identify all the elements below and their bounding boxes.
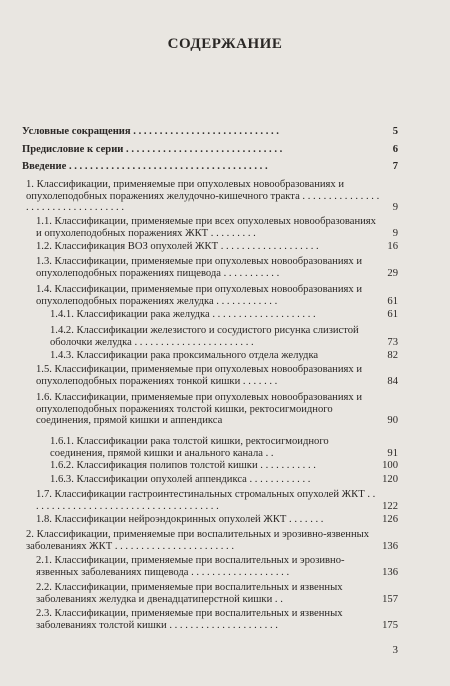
toc-entry [0, 179, 450, 214]
toc-entry [0, 241, 450, 253]
toc-entry-page: 16 [387, 241, 398, 252]
toc-entry [0, 309, 450, 321]
toc-entry-text: Введение . . . . . . . . . . . . . . . . . . . . . . . . . . . . . . . . . . . . . . [22, 161, 268, 172]
toc-entry-text: 2.3. Классификации, применяемые при воспалительных и язвенных заболеваниях толстой кишки . . . . . . . . . . . . . . . . . . . . . [36, 608, 343, 631]
toc-entry-text: 1.2. Классификация ВОЗ опухолей ЖКТ . . . . . . . . . . . . . . . . . . . [36, 241, 319, 252]
toc-entry [0, 284, 450, 307]
page-title: СОДЕРЖАНИЕ [167, 36, 283, 52]
page-number: 3 [392, 644, 398, 656]
toc-entry-text: 1.7. Классификации гастроинтестинальных стромальных опухолей ЖКТ . . . . . . . . . . . . . . . . . . . . . . . . . . . . . . . . . . . . . [36, 489, 376, 512]
toc-entry-text: 1.8. Классификации нейроэндокринных опухолей ЖКТ . . . . . . . [36, 514, 324, 525]
toc-entry [0, 436, 450, 459]
toc-entry-text: 1.3. Классификации, применяемые при опухолевых новообразованиях и опухолеподобных поражениях пищевода . . . . . . . . . . . [36, 256, 362, 279]
toc-entry [0, 555, 450, 578]
toc-entry [0, 144, 450, 156]
toc-entry-text: 1.5. Классификации, применяемые при опухолевых новообразованиях и опухолеподобных поражениях тонкой кишки . . . . . . . [36, 364, 362, 387]
toc-entry [0, 364, 450, 387]
toc-entry-text: 1.6.2. Классификация полипов толстой кишки . . . . . . . . . . . [50, 460, 316, 471]
toc-entry-text: 2. Классификации, применяемые при воспалительных и эрозивно-язвенных заболеваниях ЖКТ . . . . . . . . . . . . . . . . . . . . . . . [26, 529, 370, 552]
toc-entry-page: 90 [387, 415, 398, 427]
toc-entry [0, 256, 450, 279]
toc-entry-page: 136 [382, 540, 398, 552]
toc-entry-page: 61 [387, 309, 398, 320]
toc-entry [0, 350, 450, 362]
toc-entry [0, 460, 450, 472]
toc-entry-page: 6 [392, 144, 398, 155]
toc-entry-text: 1.1. Классификации, применяемые при всех опухолевых новообразованиях и опухолеподобных поражениях ЖКТ . . . . . . . . . [36, 216, 376, 239]
toc-entry [0, 582, 450, 605]
toc-entry-page: 91 [387, 447, 398, 459]
toc-entry-text: 1.4.2. Классификации железистого и сосудистого рисунка слизистой оболочки желудка . . . . . . . . . . . . . . . . . . . . . . . [50, 325, 359, 348]
toc-entry [0, 325, 450, 348]
toc-entry-page: 120 [382, 474, 398, 485]
toc-entry-page: 122 [382, 500, 398, 512]
toc-entry-page: 9 [392, 202, 398, 214]
toc-entry-page: 29 [387, 267, 398, 279]
toc-entry-text: 2.1. Классификации, применяемые при воспалительных и эрозивно-язвенных заболеваниях пищевода . . . . . . . . . . . . . . . . . . . [36, 555, 345, 578]
toc-entry [0, 489, 450, 512]
toc-entry-page: 100 [382, 460, 398, 471]
toc-entry [0, 216, 450, 239]
toc-entry-page: 73 [387, 336, 398, 348]
toc-entry-page: 7 [392, 161, 398, 172]
toc-entry [0, 474, 450, 486]
toc-entry-text: 2.2. Классификации, применяемые при воспалительных и язвенных заболеваниях желудка и двенадцатиперстной кишки . . [36, 582, 343, 605]
toc-entry-page: 9 [392, 227, 398, 239]
toc-entry-text: 1.6. Классификации, применяемые при опухолевых новообразованиях и опухолеподобных поражениях толстой кишки, ректосигмоидного соединения, прямой кишки и аппендикса [36, 392, 362, 427]
toc-entry-text: 1.4. Классификации, применяемые при опухолевых новообразованиях и опухолеподобных поражениях желудка . . . . . . . . . . . . [36, 284, 362, 307]
toc-entry [0, 514, 450, 526]
toc-entry-page: 5 [392, 126, 398, 137]
toc-entry [0, 126, 450, 138]
toc-entry-page: 126 [382, 514, 398, 525]
toc-entry-page: 175 [382, 619, 398, 631]
toc-entry [0, 161, 450, 173]
toc-entry-text: 1.4.1. Классификации рака желудка . . . . . . . . . . . . . . . . . . . . [50, 309, 316, 320]
toc-entry-text: Предисловие к серии . . . . . . . . . . . . . . . . . . . . . . . . . . . . . . [22, 144, 283, 155]
toc-entry-page: 82 [387, 350, 398, 361]
toc-entry-text: Условные сокращения . . . . . . . . . . . . . . . . . . . . . . . . . . . . [22, 126, 279, 137]
toc-entry [0, 529, 450, 552]
toc-entry-text: 1. Классификации, применяемые при опухолевых новообразованиях и опухолеподобных поражениях желудочно-кишечного тракта . . . . . . . . . . . . . . . . . . . . . . . . . . . . . . . . . . [26, 179, 380, 214]
toc-entry-page: 157 [382, 593, 398, 605]
toc-entry-page: 61 [387, 295, 398, 307]
toc-entry-text: 1.6.3. Классификации опухолей аппендикса . . . . . . . . . . . . [50, 474, 311, 485]
toc-entry [0, 608, 450, 631]
toc-entry-page: 84 [387, 375, 398, 387]
toc-entry-text: 1.4.3. Классификации рака проксимального отдела желудка [50, 350, 319, 361]
toc-entry [0, 392, 450, 427]
toc-entry-page: 136 [382, 566, 398, 578]
toc-entry-text: 1.6.1. Классификации рака толстой кишки, ректосигмоидного соединения, прямой кишки и анального канала . . [50, 436, 329, 459]
